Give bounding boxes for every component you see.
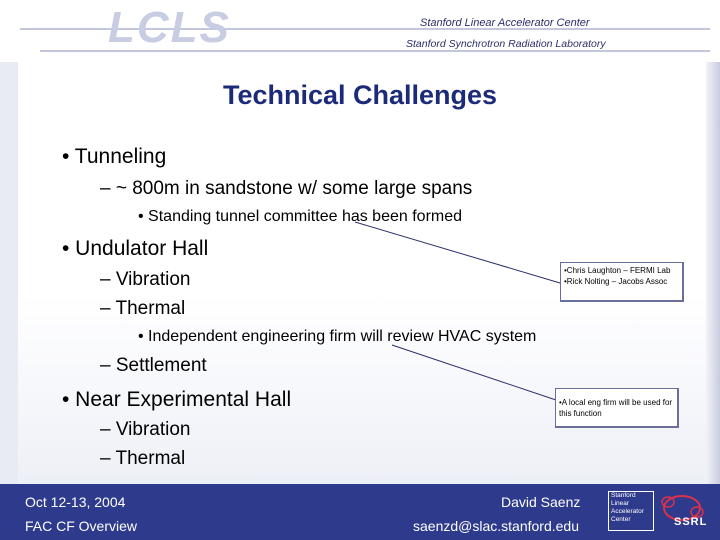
bullet-tunneling: • Tunneling [62,145,167,168]
footer-event: FAC CF Overview [25,518,138,534]
callout-committee-members [560,262,684,302]
header-org-line1: Stanford Linear Accelerator Center [420,17,590,29]
subbullet-near-vibration: – Vibration [100,419,191,440]
header-org-line2: Stanford Synchrotron Radiation Laboratory [406,38,606,50]
leader-line-committee [355,222,560,283]
note-hvac-review: • Independent engineering firm will review HVAC system [138,328,537,345]
subbullet-undulator-settlement: – Settlement [100,355,207,376]
subbullet-tunneling-sandstone: – ~ 800m in sandstone w/ some large spans [100,178,473,199]
subbullet-undulator-thermal: – Thermal [100,298,186,319]
slac-logo-line4: Center [611,516,631,523]
note-tunnel-committee: • Standing tunnel committee has been formed [138,208,463,225]
subbullet-undulator-vibration: – Vibration [100,269,191,290]
slide-title: Technical Challenges [222,80,498,110]
slac-logo-line3: Accelerator [611,508,644,515]
callout-local-firm: •A local eng firm will be used for this function [555,388,679,428]
callout-committee-line2: •Rick Nolting – Jacobs Assoc [564,277,668,286]
ssrl-logo-text: SSRL [674,516,708,528]
ssrl-ring-icon [652,490,712,536]
bullet-undulator-hall: • Undulator Hall [62,237,209,260]
footer-email: saenzd@slac.stanford.edu [413,518,579,534]
slac-logo-line2: Linear [611,500,630,507]
slac-logo [608,491,654,531]
slac-logo-line1: Stanford [611,492,636,499]
subbullet-near-thermal: – Thermal [100,448,186,469]
footer-date: Oct 12-13, 2004 [25,494,126,510]
footer-presenter: David Saenz [501,494,581,510]
lcls-logo-text: LCLS [108,3,231,52]
callout-committee-line1: •Chris Laughton – FERMI Lab [564,266,671,275]
leader-line-hvac [392,345,556,400]
bullet-near-experimental-hall: • Near Experimental Hall [62,388,292,411]
